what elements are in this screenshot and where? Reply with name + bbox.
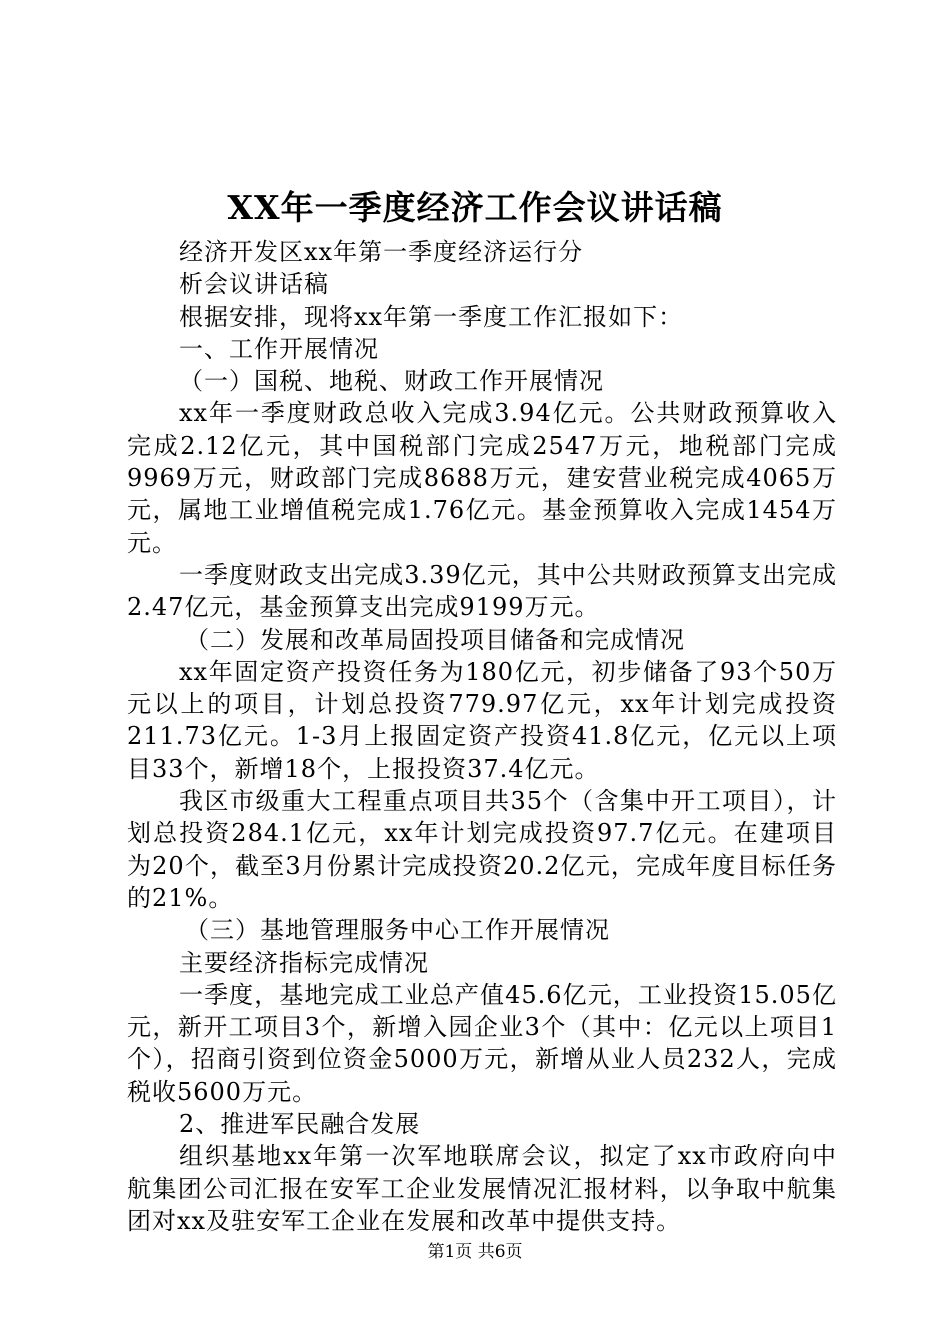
paragraph-base-indicators: 一季度，基地完成工业总产值45.6亿元，工业投资15.05亿元，新开工项目3个，新增入园企业3个（其中：亿元以上项目1个），招商引资到位资金5000万元，新增从业人员232人，完成税收5600万元。 (127, 980, 837, 1106)
page-footer: 第1页 共6页 (427, 1242, 523, 1262)
paragraph-military-civil: 组织基地xx年第一次军地联席会议，拟定了xx市政府向中航集团公司汇报在安军工企业发展情况汇报材料，以争取中航集团对xx及驻安军工企业在发展和改革中提供支持。 (127, 1142, 837, 1235)
paragraph-fixed-investment: xx年固定资产投资任务为180亿元，初步储备了93个50万元以上的项目，计划总投资779.97亿元，xx年计划完成投资211.73亿元。1-3月上报固定资产投资41.8亿元，亿元以上项目33个，新增18个，上报投资37.4亿元。 (127, 657, 837, 783)
indicator-heading: 主要经济指标完成情况 (179, 948, 429, 977)
subsection-heading-1: （一）国税、地税、财政工作开展情况 (179, 367, 604, 396)
item-heading-2: 2、推进军民融合发展 (179, 1110, 421, 1139)
paragraph-fiscal-revenue: xx年一季度财政总收入完成3.94亿元。公共财政预算收入完成2.12亿元，其中国税部门完成2547万元，地税部门完成9969万元，财政部门完成8688万元，建安营业税完成4065万元，属地工业增值税完成1.76亿元。基金预算收入完成1454万元。 (127, 399, 837, 557)
paragraph-key-projects: 我区市级重大工程重点项目共35个（含集中开工项目），计划总投资284.1亿元，xx年计划完成投资97.7亿元。在建项目为20个，截至3月份累计完成投资20.2亿元，完成年度目标任务的21%。 (127, 787, 837, 912)
section-heading-1: 一、工作开展情况 (179, 334, 379, 363)
intro-line: 根据安排，现将xx年第一季度工作汇报如下： (179, 302, 684, 331)
document-title: XX年一季度经济工作会议讲话稿 (227, 188, 723, 227)
subtitle-line-2: 析会议讲话稿 (179, 270, 329, 299)
subsection-heading-3: （三）基地管理服务中心工作开展情况 (185, 916, 610, 945)
subtitle-line-1: 经济开发区xx年第一季度经济运行分 (179, 238, 584, 266)
document-body (127, 236, 837, 1237)
subsection-heading-2: （二）发展和改革局固投项目储备和完成情况 (185, 625, 685, 654)
paragraph-fiscal-expenditure: 一季度财政支出完成3.39亿元，其中公共财政预算支出完成2.47亿元，基金预算支出完成9199万元。 (127, 560, 837, 622)
